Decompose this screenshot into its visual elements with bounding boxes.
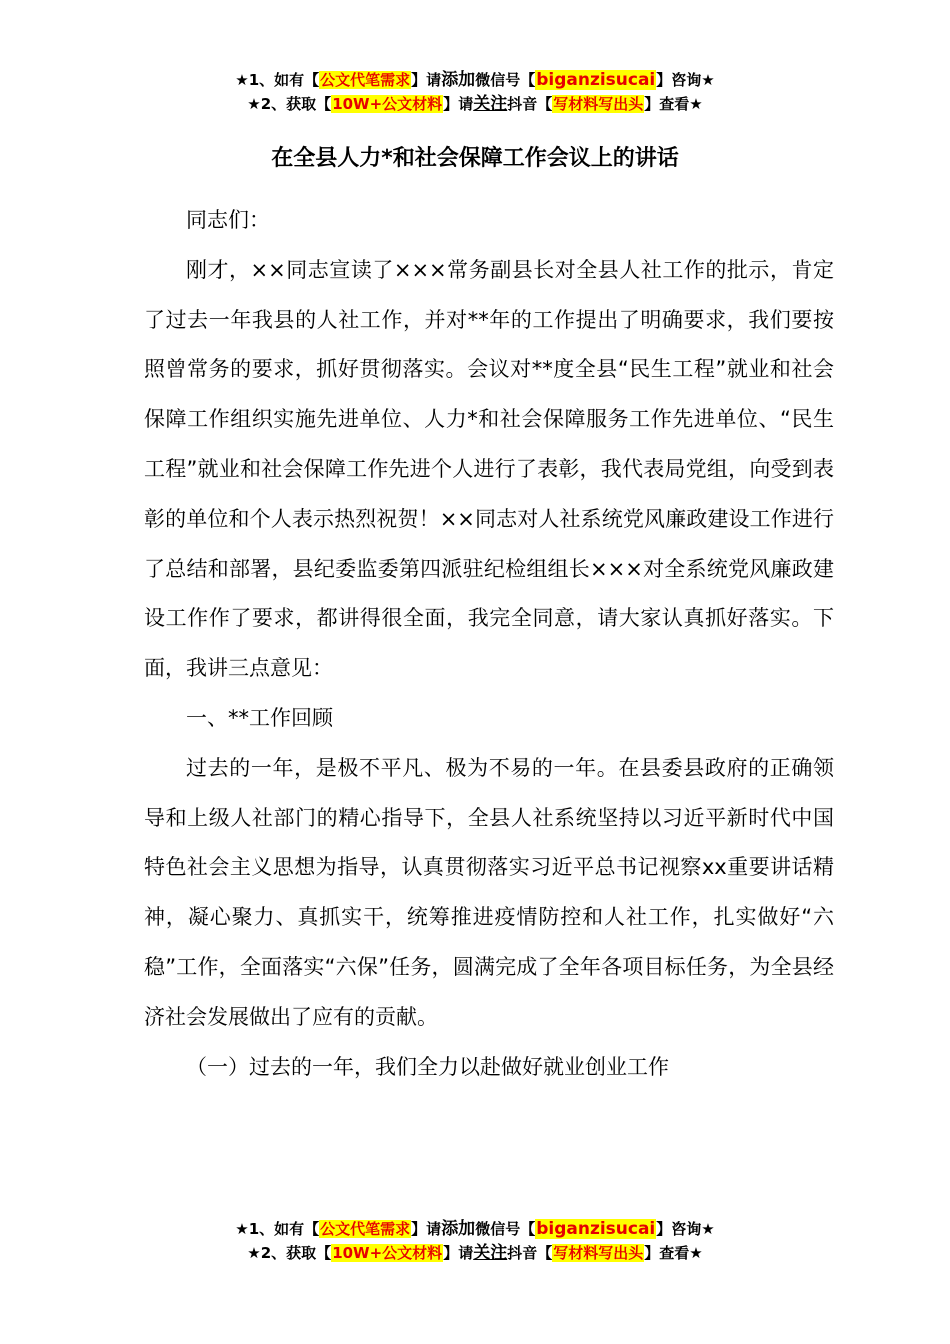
promo-emphasis: 关注: [473, 94, 508, 114]
promo-highlight: 10W+公文材料: [332, 1244, 443, 1262]
promo-emphasis: 添加: [441, 70, 476, 90]
promo-text: 】查看★: [644, 95, 703, 113]
promo-highlight: 10W+公文材料: [332, 95, 443, 113]
promo-emphasis: 添加: [441, 1219, 476, 1239]
promo-highlight: 公文代笔需求: [320, 1220, 411, 1238]
promo-line-1: [0, 68, 950, 92]
promo-douyin-id: 写材料写出头: [553, 1244, 644, 1262]
promo-line-2: [0, 1241, 950, 1265]
promo-footer: [0, 1217, 950, 1265]
promo-text: 微信号【: [475, 71, 536, 89]
promo-emphasis: 关注: [473, 1243, 508, 1263]
paragraph: 过去的一年，是极不平凡、极为不易的一年。在县委县政府的正确领导和上级人社部门的精心指导下，全县人社系统坚持以习近平新时代中国特色社会主义思想为指导，认真贯彻落实习近平总书记视察xx重要讲话精神，凝心聚力、真抓实干，统筹推进疫情防控和人社工作，扎实做好“六稳”工作，全面落实“六保”任务，圆满完成了全年各项目标任务，为全县经济社会发展做出了应有的贡献。: [144, 755, 834, 1029]
promo-text: 抖音【: [507, 95, 553, 113]
promo-text: 抖音【: [507, 1244, 553, 1262]
promo-text: 微信号【: [475, 1220, 536, 1238]
promo-line-1: [0, 1217, 950, 1241]
promo-text: 】请: [443, 1244, 474, 1262]
promo-header: [0, 68, 950, 116]
promo-text: 】请: [411, 71, 442, 89]
document-body: [144, 196, 834, 1092]
promo-text: 】请: [443, 95, 474, 113]
promo-text: 】请: [411, 1220, 442, 1238]
promo-text: ★1、如有【: [235, 1220, 320, 1238]
promo-text: ★1、如有【: [235, 71, 320, 89]
promo-wechat-id: biganzisucai: [536, 70, 656, 90]
promo-text: ★2、获取【: [247, 1244, 332, 1262]
promo-wechat-id: biganzisucai: [536, 1219, 656, 1239]
document-title: 在全县人力*和社会保障工作会议上的讲话: [271, 146, 679, 171]
paragraph: 刚才，××同志宣读了×××常务副县长对全县人社工作的批示，肯定了过去一年我县的人社工作，并对**年的工作提出了明确要求，我们要按照曾常务的要求，抓好贯彻落实。会议对**度全县“民生工程”就业和社会保障工作组织实施先进单位、人力*和社会保障服务工作先进单位、“民生工程”就业和社会保障工作先进个人进行了表彰，我代表局党组，向受到表彰的单位和个人表示热烈祝贺！××同志对人社系统党风廉政建设工作进行了总结和部署，县纪委监委第四派驻纪检组组长×××对全系统党风廉政建设工作作了要求，都讲得很全面，我完全同意，请大家认真抓好落实。下面，我讲三点意见：: [144, 257, 834, 681]
promo-text: 】查看★: [644, 1244, 703, 1262]
promo-highlight: 公文代笔需求: [320, 71, 411, 89]
section-heading: 一、**工作回顾: [186, 705, 333, 730]
promo-line-2: [0, 92, 950, 116]
subsection-heading: （一）过去的一年，我们全力以赴做好就业创业工作: [186, 1054, 669, 1079]
promo-text: 】咨询★: [656, 1220, 715, 1238]
promo-douyin-id: 写材料写出头: [553, 95, 644, 113]
promo-text: 】咨询★: [656, 71, 715, 89]
promo-text: ★2、获取【: [247, 95, 332, 113]
salutation: 同志们：: [186, 208, 270, 232]
